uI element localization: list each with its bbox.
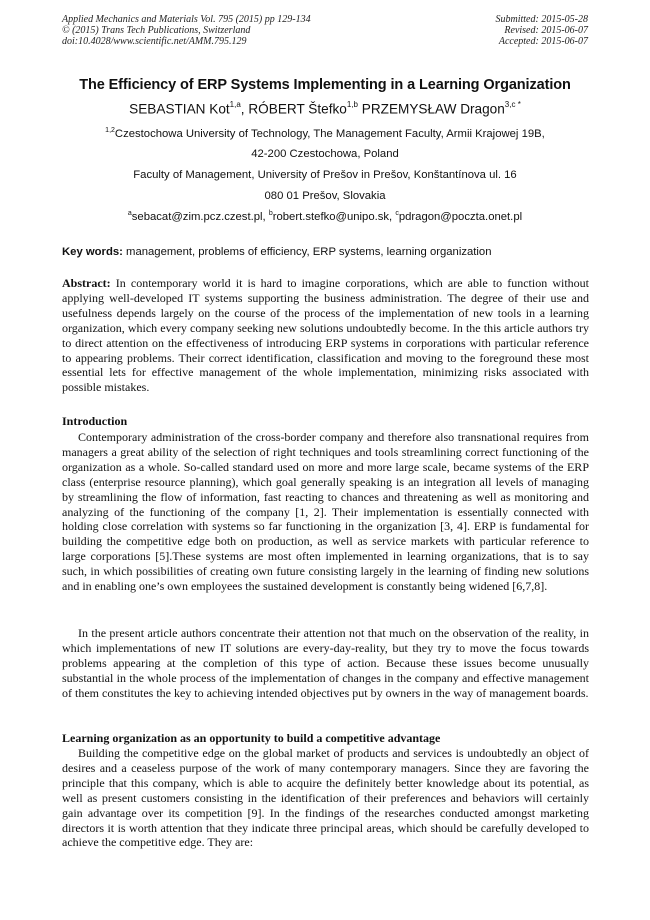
journal-citation: Applied Mechanics and Materials Vol. 795 (2015) pp 129-134	[62, 14, 311, 25]
author-given: SEBASTIAN	[129, 101, 206, 117]
email-sup: c	[395, 210, 399, 217]
author-sup: 1,a	[229, 100, 241, 109]
introduction-paragraph-2: In the present article authors concentrate their attention not that much on the observation of the reality, in which implementations of new IT solutions are every-day-reality, but they try to move the focus towards problems appearing at the completion of this type of action. Because these issues become unusually substantial in the whole process of the implementation of changes in the company and effective management of them constitutes the key to achieving intended objectives put by owners in the way of management boards.	[62, 626, 589, 700]
paper-title: The Efficiency of ERP Systems Implementing in a Learning Organization	[79, 77, 571, 93]
keywords-label: Key words:	[62, 246, 123, 258]
keywords	[62, 246, 592, 258]
submitted-date: Submitted: 2015-05-28	[495, 14, 588, 25]
affiliation-1-line-1	[0, 127, 650, 140]
author-family: Štefko	[308, 101, 347, 117]
affiliation-1-line-2: 42-200 Czestochowa, Poland	[251, 148, 399, 160]
affiliation-2-line-2: 080 01 Prešov, Slovakia	[264, 190, 386, 202]
author-family: Dragon	[460, 101, 505, 117]
affiliation-text: Czestochowa University of Technology, The Management Faculty, Armii Krajowej 19B,	[114, 127, 545, 140]
abstract	[62, 276, 589, 395]
section-2-paragraph-1: Building the competitive edge on the global market of products and services is undoubtedly an object of desires and a ceaseless purpose of the work of many contemporary managers. Since they are favoring the principle that this company, which is able to acquire the definitely better knowledge about its potential, as well as present customers consisting in the identification of their preferences and behaviors will certainly gain advantage over its competition [9]. In the findings of the researches conducted amongst marketing directors it is worth attention that they indicate three principal areas, which should be carefully developed to achieve the competitive edge. They are:	[62, 746, 589, 850]
author-sup: 3,c *	[504, 100, 521, 109]
doi-line[interactable]: doi:10.4028/www.scientific.net/AMM.795.129	[62, 36, 247, 47]
email-sup: a	[127, 210, 132, 217]
abstract-label: Abstract:	[62, 276, 111, 290]
affiliation-sup: 1,2	[105, 127, 115, 134]
email-c[interactable]: pdragon@poczta.onet.pl	[398, 210, 523, 223]
author-family: Kot	[209, 101, 230, 117]
copyright-line: © (2015) Trans Tech Publications, Switzerland	[62, 25, 251, 36]
author-given: PRZEMYSŁAW	[361, 101, 457, 117]
affiliation-2-line-1: Faculty of Management, University of Prešov in Prešov, Konštantínova ul. 16	[133, 169, 517, 181]
revised-date: Revised: 2015-06-07	[504, 25, 588, 36]
accepted-date: Accepted: 2015-06-07	[498, 36, 588, 47]
keywords-text: management, problems of efficiency, ERP systems, learning organization	[126, 246, 492, 258]
email-b[interactable]: robert.stefko@unipo.sk,	[272, 210, 393, 223]
email-line	[0, 210, 650, 223]
author-sup: 1,b	[346, 100, 358, 109]
journal-header	[62, 14, 311, 47]
introduction-heading: Introduction	[62, 414, 128, 428]
abstract-text: In contemporary world it is hard to imagine corporations, which are able to function without applying well-developed IT systems supporting the business administration. The degree of their use and usefulness depends largely on the course of the process of the implementation of new tools in a learning organization, which every company seeking new solutions undoubtedly become. In the this article authors try to direct attention on the effectiveness of introducing ERP systems in corporations with particular reference to appearing problems. Their correct identification, classification and moving to the foreground these most essential lets for effective management of the whole implementation, minimizing risks associated with possible mistakes.	[62, 276, 589, 395]
author-given: RÓBERT	[248, 101, 305, 117]
section-2-heading: Learning organization as an opportunity to build a competitive advantage	[62, 731, 441, 745]
author-list: SEBASTIAN Kot$^{1,a}$, RÓBERT Štefko$^{1,b}$ PRZEMYSŁAW Dragon$^{3,c *}$	[129, 100, 521, 117]
dates-header	[496, 14, 589, 47]
email-a[interactable]: sebacat@zim.pcz.czest.pl,	[131, 210, 266, 223]
introduction-paragraph-1: Contemporary administration of the cross-border company and therefore also transnational requires from managers a great ability of the selection of right techniques and tools streamlining correct functioning of the organization as a whole. So-called standard used on more and more large scale, became systems of the ERP class (enterprise resource planning), which goal generally speaking is an integration all levels of managing by streamlining the flow of information, fast reacting to chances and threatening as well as monitoring and analyzing of the functioning of the company [1, 2]. Their implementation is essentially connected with holding close correlation with systems so far functioning in the organization [3, 4]. ERP is fundamental for building the competitive edge both on production, as well as service markets with particular reference to large corporations [5].These systems are most often implemented in learning organizations, that is to say such, in which possibilities of creating own future consisting largely in the learning of finding new solutions and in enabling one’s own employees the sustained development is constantly being widened [6,7,8].	[62, 430, 589, 594]
email-sup: b	[268, 210, 273, 217]
